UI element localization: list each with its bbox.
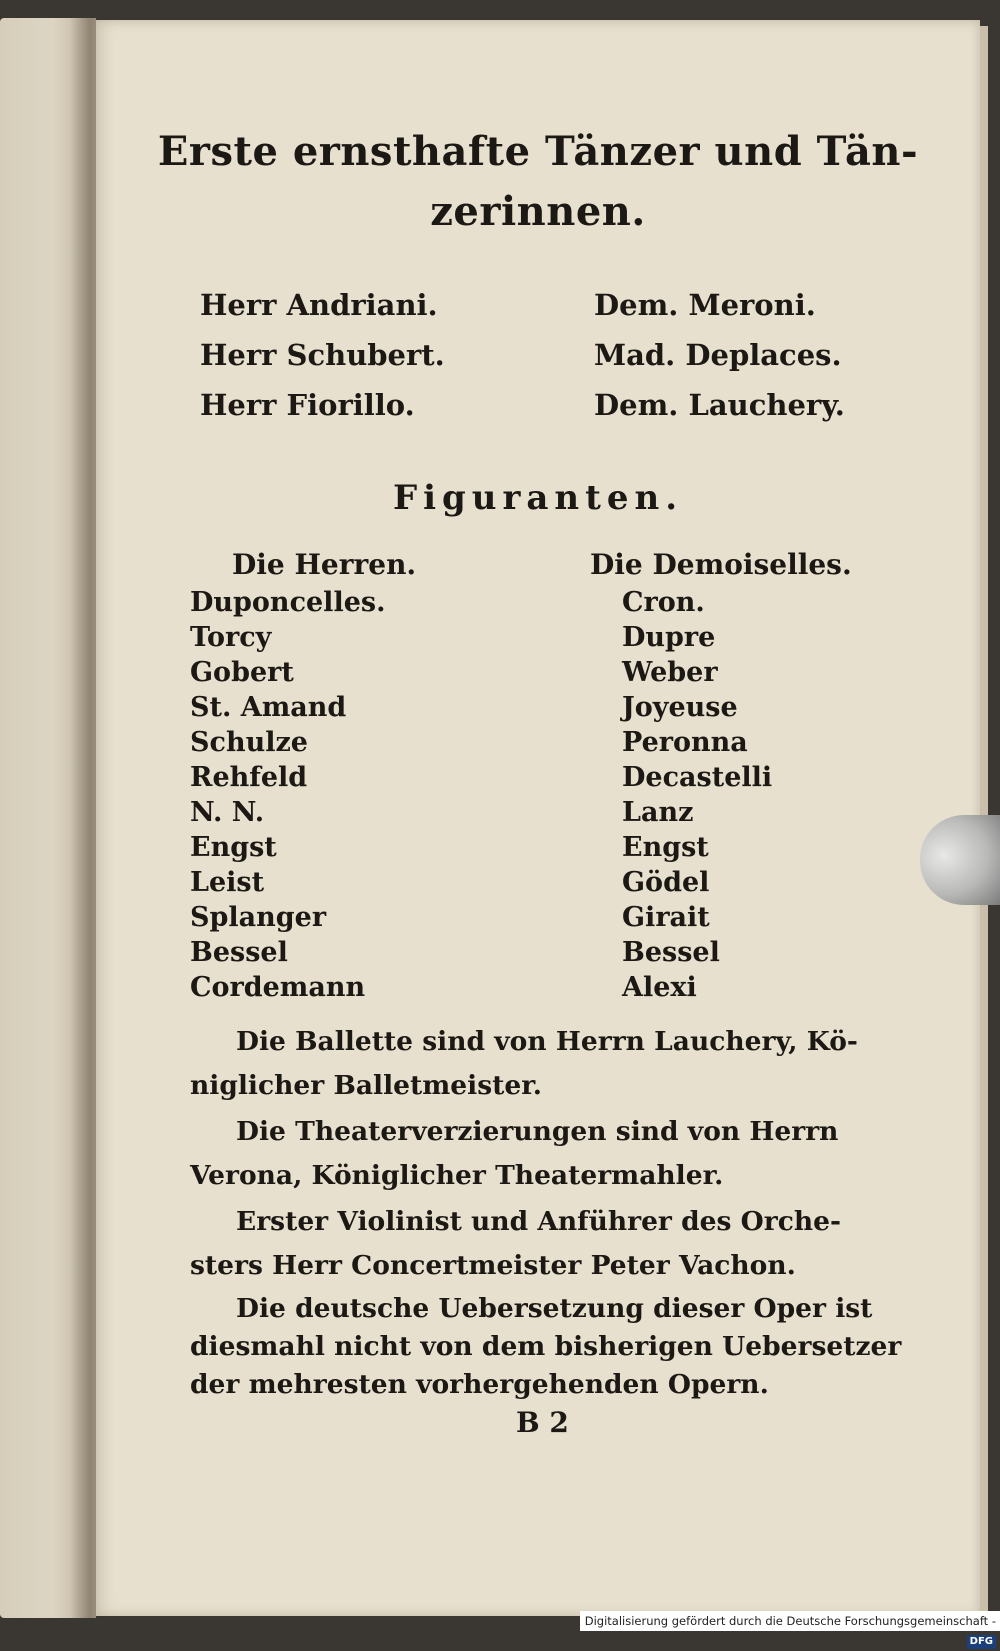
men-list <box>190 585 385 1005</box>
list-item: Rehfeld <box>190 762 308 793</box>
paragraph-line: Verona, Königlicher Theatermahler. <box>190 1160 724 1191</box>
paragraph-line: Die deutsche Uebersetzung dieser Oper ist <box>236 1293 873 1324</box>
list-item: Decastelli <box>622 762 773 793</box>
book-page <box>96 20 980 1616</box>
dfg-logo-icon: DFG <box>967 1635 996 1649</box>
paragraph-line: Die Ballette sind von Herrn Lauchery, Kö- <box>236 1026 858 1057</box>
list-item: Splanger <box>190 902 327 933</box>
paragraph-stage-decor <box>190 1110 960 1198</box>
list-item: Lanz <box>622 797 694 828</box>
paragraph-line: niglicher Balletmeister. <box>190 1070 542 1101</box>
principal-right-2: Mad. Deplaces. <box>594 338 842 372</box>
list-item: Bessel <box>622 937 720 968</box>
paragraph-line: der mehresten vorhergehenden Opern. <box>190 1369 769 1400</box>
paragraph-line: Die Theaterverzierungen sind von Herrn <box>236 1116 839 1147</box>
list-item: Dupre <box>622 622 716 653</box>
list-item: Engst <box>622 832 709 863</box>
principal-right-3: Dem. Lauchery. <box>594 388 845 422</box>
principal-left-3: Herr Fiorillo. <box>200 388 415 422</box>
signature-mark: B 2 <box>516 1406 569 1439</box>
digitization-footer <box>580 1611 1000 1647</box>
list-item: Bessel <box>190 937 288 968</box>
section-heading-figuranten: Figuranten. <box>392 478 684 518</box>
list-item: Weber <box>622 657 718 688</box>
list-item: Cron. <box>622 587 705 618</box>
list-item: Schulze <box>190 727 308 758</box>
list-item: Alexi <box>622 972 697 1003</box>
list-item: N. N. <box>190 797 265 828</box>
paragraph-ballets <box>190 1020 960 1108</box>
paragraph-line: diesmahl nicht von dem bisherigen Uebersetzer <box>190 1331 902 1362</box>
paragraph-orchestra <box>190 1200 960 1288</box>
metal-page-clip <box>920 815 1000 905</box>
list-item: Gödel <box>622 867 710 898</box>
list-item: Torcy <box>190 622 272 653</box>
list-item: Engst <box>190 832 277 863</box>
list-item: Girait <box>622 902 710 933</box>
paragraph-translation <box>190 1290 960 1404</box>
footer-text: Digitalisierung gefördert durch die Deutsche Forschungsgemeinschaft - <box>584 1614 996 1628</box>
principal-left-2: Herr Schubert. <box>200 338 445 372</box>
list-item: Peronna <box>622 727 748 758</box>
column-header-women: Die Demoiselles. <box>590 548 852 581</box>
paragraph-line: sters Herr Concertmeister Peter Vachon. <box>190 1250 796 1281</box>
page-title-line-2: zerinnen. <box>430 188 646 235</box>
list-item: Gobert <box>190 657 294 688</box>
list-item: Joyeuse <box>622 692 738 723</box>
list-item: St. Amand <box>190 692 347 723</box>
column-header-men: Die Herren. <box>232 548 417 581</box>
paragraph-line: Erster Violinist und Anführer des Orche- <box>236 1206 841 1237</box>
list-item: Cordemann <box>190 972 366 1003</box>
list-item: Duponcelles. <box>190 587 386 618</box>
principal-right-1: Dem. Meroni. <box>594 288 816 322</box>
principal-left-1: Herr Andriani. <box>200 288 438 322</box>
women-list <box>622 585 772 1005</box>
page-title-line-1: Erste ernsthafte Tänzer und Tän- <box>157 128 919 175</box>
list-item: Leist <box>190 867 265 898</box>
